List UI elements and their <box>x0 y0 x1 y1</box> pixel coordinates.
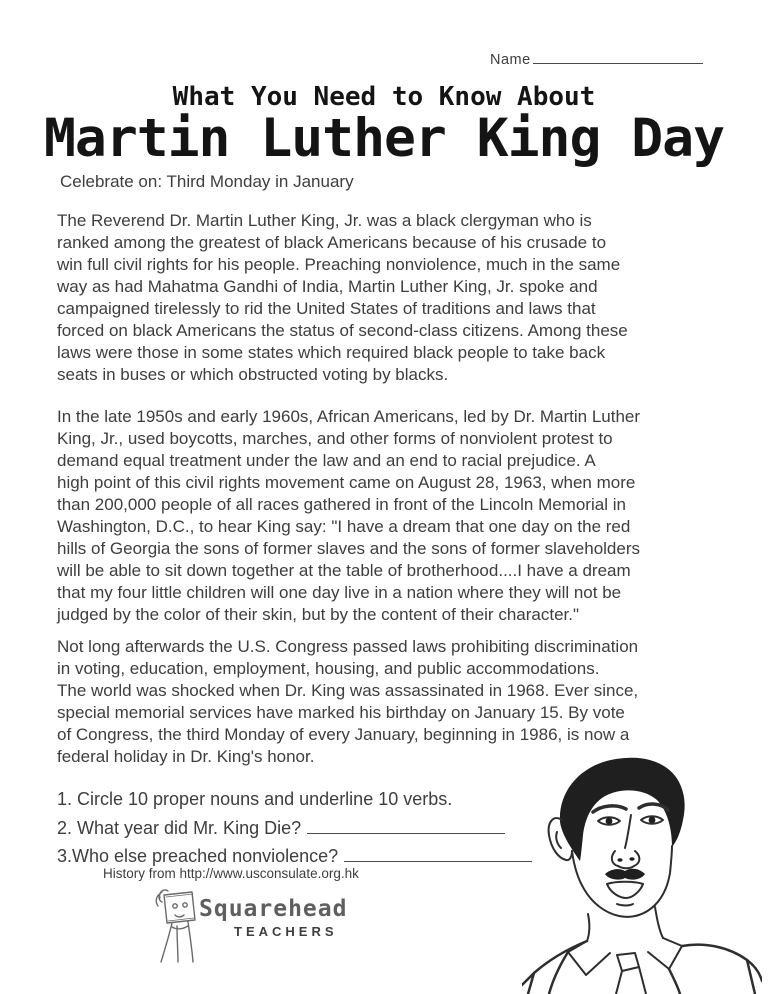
paragraph-line: that my four little children will one day live in a nation where they will not be <box>57 583 622 602</box>
paragraph-line: forced on black Americans the status of second-class citizens. Among these <box>57 321 628 340</box>
paragraph-line: way as had Mahatma Gandhi of India, Martin Luther King, Jr. spoke and <box>57 277 598 296</box>
paragraph-line: The Reverend Dr. Martin Luther King, Jr. was a black clergyman who is <box>57 211 592 230</box>
squarehead-logo-figure <box>148 886 203 969</box>
name-label: Name <box>490 52 531 68</box>
question-2-text: 2. What year did Mr. King Die? <box>57 817 302 838</box>
paragraph-line: King, Jr., used boycotts, marches, and other forms of nonviolent protest to <box>57 429 613 448</box>
paragraph-line: laws were those in some states which required black people to take back <box>57 343 606 362</box>
title-kicker: What You Need to Know About <box>172 82 596 112</box>
mlk-portrait <box>522 748 762 994</box>
logo-subtitle: TEACHERS <box>234 924 338 939</box>
questions-list <box>57 785 532 871</box>
paragraph-line: In the late 1950s and early 1960s, African Americans, led by Dr. Martin Luther <box>57 407 641 426</box>
question-2-blank-line <box>307 820 505 834</box>
paragraph-line: demand equal treatment under the law and an end to racial prejudice. A <box>57 451 596 470</box>
paragraph-1 <box>57 210 628 386</box>
question-1: 1. Circle 10 proper nouns and underline 10 verbs. <box>57 789 453 809</box>
source-credit: History from http://www.usconsulate.org.hk <box>103 866 359 881</box>
name-row <box>490 50 703 68</box>
paragraph-line: campaigned tirelessly to rid the United States of traditions and laws that <box>57 299 596 318</box>
paragraph-line: in voting, education, employment, housing, and public accommodations. <box>57 659 600 678</box>
paragraph-line: judged by the color of their skin, but by the content of their character." <box>57 605 580 624</box>
paragraph-line: will be able to sit down together at the table of brotherhood....I have a dream <box>57 561 631 580</box>
paragraph-line: ranked among the greatest of black Americans because of his crusade to <box>57 233 607 252</box>
paragraph-line: Washington, D.C., to hear King say: "I have a dream that one day on the red <box>57 517 631 536</box>
paragraph-line: hills of Georgia the sons of former slaves and the sons of former slaveholders <box>57 539 641 558</box>
paragraph-2 <box>57 406 640 626</box>
paragraph-line: Not long afterwards the U.S. Congress passed laws prohibiting discrimination <box>57 637 639 656</box>
celebrate-subtitle: Celebrate on: Third Monday in January <box>60 172 354 191</box>
paragraph-line: The world was shocked when Dr. King was assassinated in 1968. Ever since, <box>57 681 639 700</box>
paragraph-line: win full civil rights for his people. Preaching nonviolence, much in the same <box>57 255 621 274</box>
paragraph-line: special memorial services have marked his birthday on January 15. By vote <box>57 703 625 722</box>
question-3-text: 3.Who else preached nonviolence? <box>57 846 339 866</box>
mlk-portrait-drawing-icon <box>522 748 762 994</box>
question-3-blank-line <box>344 848 532 862</box>
logo-wordmark: Squarehead <box>199 896 348 922</box>
paragraph-line: than 200,000 people of all races gathered in front of the Lincoln Memorial in <box>57 495 626 514</box>
paragraph-line: of Congress, the third Monday of every January, beginning in 1986, is now a <box>57 725 630 744</box>
question-2 <box>57 814 532 843</box>
paragraph-line: federal holiday in Dr. King's honor. <box>57 747 315 766</box>
paragraph-line: high point of this civil rights movement came on August 28, 1963, when more <box>57 473 636 492</box>
name-blank-line <box>533 50 703 64</box>
paragraph-line: seats in buses or which obstructed voting by blacks. <box>57 365 449 384</box>
page-title: Martin Luther King Day <box>44 108 724 169</box>
squarehead-person-sketch-icon <box>148 886 203 964</box>
